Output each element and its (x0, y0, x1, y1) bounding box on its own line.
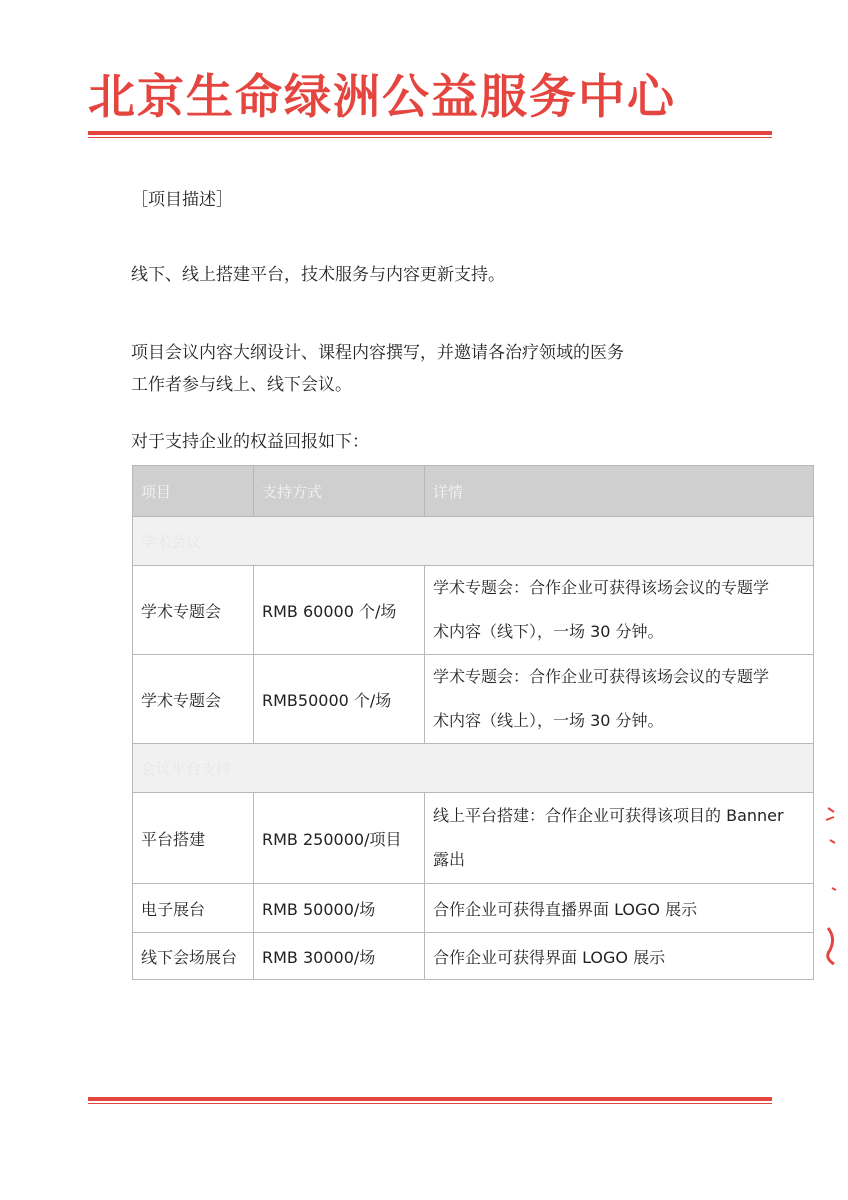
table-header-row (133, 466, 814, 517)
header-support: 支持方式 (254, 466, 425, 517)
table-row (133, 566, 814, 655)
cell-support: RMB 30000/场 (254, 933, 425, 980)
table-row (133, 793, 814, 884)
cell-item: 线下会场展台 (133, 933, 254, 980)
table-row (133, 884, 814, 933)
paragraph-2-line-1: 项目会议内容大纲设计、课程内容撰写，并邀请各治疗领域的医务 (131, 343, 624, 363)
cell-detail: 合作企业可获得直播界面 LOGO 展示 (425, 884, 814, 933)
letterhead-title: 北京生命绿洲公益服务中心 (88, 70, 676, 125)
cell-support: RMB 60000 个/场 (254, 566, 425, 655)
cell-detail (425, 793, 814, 884)
detail-line-1: 学术专题会：合作企业可获得该场会议的专题学 (433, 667, 770, 686)
benefits-table (132, 465, 814, 980)
group-label: 会议平台支持 (133, 744, 814, 793)
cell-item: 学术专题会 (133, 655, 254, 744)
cell-detail (425, 655, 814, 744)
cell-support: RMB 50000/场 (254, 884, 425, 933)
cell-detail (425, 566, 814, 655)
cell-item: 电子展台 (133, 884, 254, 933)
detail-line-1: 线上平台搭建：合作企业可获得该项目的 Banner (433, 806, 784, 825)
table-row (133, 933, 814, 980)
detail-line-1: 学术专题会：合作企业可获得该场会议的专题学 (433, 578, 770, 597)
cell-item: 平台搭建 (133, 793, 254, 884)
section-label: ［项目描述］ (131, 190, 233, 210)
header-item: 项目 (133, 466, 254, 517)
group-row-platform (133, 744, 814, 793)
detail-line-2: 露出 (433, 850, 466, 869)
paragraph-2 (131, 337, 624, 401)
group-row-academic (133, 517, 814, 566)
paragraph-1: 线下、线上搭建平台，技术服务与内容更新支持。 (131, 265, 505, 285)
seal-edge-mark (822, 800, 844, 965)
detail-line-2: 术内容（线下），一场 30 分钟。 (433, 622, 664, 641)
cell-support: RMB50000 个/场 (254, 655, 425, 744)
header-detail: 详情 (425, 466, 814, 517)
letterhead-top-rule (88, 131, 772, 138)
detail-line-2: 术内容（线上），一场 30 分钟。 (433, 711, 664, 730)
cell-support: RMB 250000/项目 (254, 793, 425, 884)
paragraph-3: 对于支持企业的权益回报如下： (131, 432, 369, 452)
table-row (133, 655, 814, 744)
cell-item: 学术专题会 (133, 566, 254, 655)
letterhead-bottom-rule (88, 1097, 772, 1104)
cell-detail: 合作企业可获得界面 LOGO 展示 (425, 933, 814, 980)
paragraph-2-line-2: 工作者参与线上、线下会议。 (131, 375, 352, 395)
group-label: 学术会议 (133, 517, 814, 566)
